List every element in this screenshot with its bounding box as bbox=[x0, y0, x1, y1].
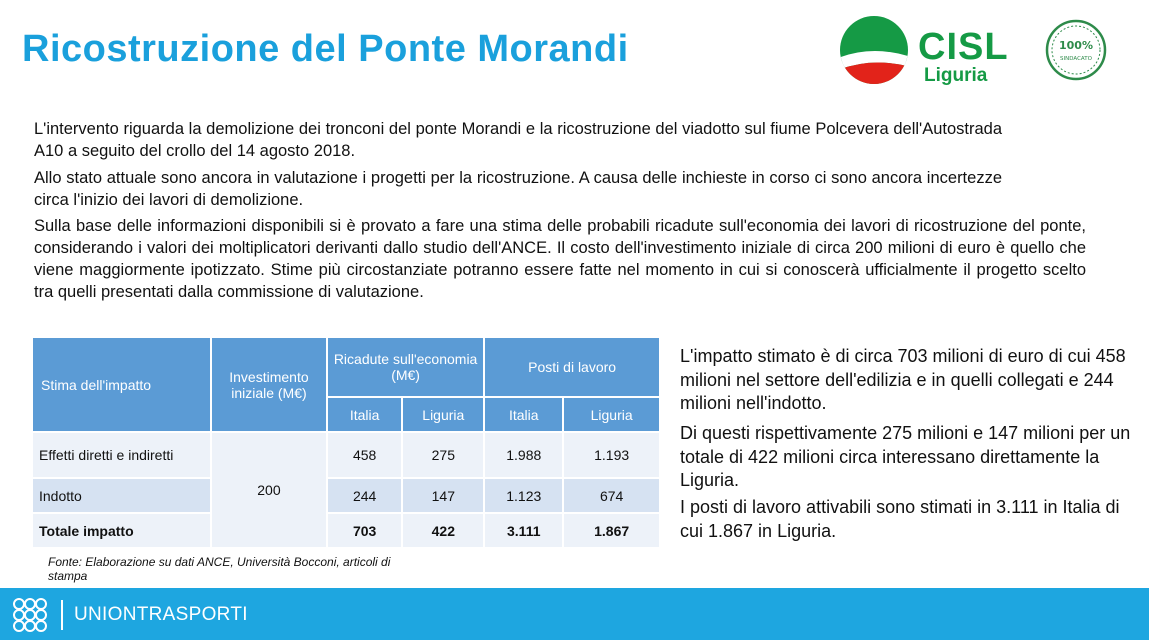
cell-ricadute-liguria: 275 bbox=[403, 433, 483, 477]
cisl-logo bbox=[838, 14, 1034, 90]
header-posti: Posti di lavoro bbox=[485, 338, 659, 396]
svg-text:SINDACATO: SINDACATO bbox=[1060, 56, 1092, 62]
cell-ricadute-italia: 703 bbox=[328, 514, 401, 547]
row-label: Effetti diretti e indiretti bbox=[33, 433, 210, 477]
svg-text:100%: 100% bbox=[1059, 39, 1093, 52]
cell-ricadute-italia: 458 bbox=[328, 433, 401, 477]
cell-ricadute-italia: 244 bbox=[328, 479, 401, 512]
cell-posti-liguria: 674 bbox=[564, 479, 659, 512]
table-row bbox=[33, 514, 659, 547]
footer-bar bbox=[0, 588, 1149, 640]
status-paragraph: Allo stato attuale sono ancora in valutazione i progetti per la ricostruzione. A causa delle inchieste in corso ci sono ancora incertezze circa l'inizio dei lavori di demolizione. bbox=[34, 169, 1002, 209]
header-posti-italia: Italia bbox=[485, 398, 562, 431]
cisl-logo-region: Liguria bbox=[924, 65, 988, 86]
cell-posti-liguria: 1.867 bbox=[564, 514, 659, 547]
cell-posti-italia: 3.111 bbox=[485, 514, 562, 547]
footer-separator bbox=[61, 600, 63, 630]
jobs-summary: I posti di lavoro attivabili sono stimati in 3.111 in Italia di cui 1.867 in Liguria. bbox=[680, 497, 1120, 541]
footer-brand: UNIONTRASPORTI bbox=[74, 604, 248, 625]
cell-ricadute-liguria: 422 bbox=[403, 514, 483, 547]
impact-summary: L'impatto stimato è di circa 703 milioni di euro di cui 458 milioni nel settore dell'edilizia e in quelli collegati e 244 milioni nell'indotto. bbox=[680, 346, 1126, 413]
source-note: Fonte: Elaborazione su dati ANCE, Università Bocconi, articoli di stampa bbox=[48, 555, 391, 583]
intro-paragraph: L'intervento riguarda la demolizione dei tronconi del ponte Morandi e la ricostruzione del viadotto sul fiume Polcevera dell'Autostrada A10 a seguito del crollo del 14 agosto 2018. bbox=[34, 120, 1002, 160]
header-ricadute: Ricadute sull'economia (M€) bbox=[328, 338, 483, 396]
header-ricadute-liguria: Liguria bbox=[403, 398, 483, 431]
page-title: Ricostruzione del Ponte Morandi bbox=[22, 28, 629, 70]
investimento-value: 200 bbox=[212, 433, 326, 547]
estimate-paragraph: Sulla base delle informazioni disponibili si è provato a fare una stima delle probabili ricadute sull'economia dei lavori di ricostruzione del ponte, considerando i valori dei moltiplicatori derivanti dallo studio dell'ANCE. Il costo dell'investimento iniziale di circa 200 milioni di euro è quello che viene maggiormente ipotizzato. Stime più circostanziate potranno essere fatte nel momento in cui si conoscerà ufficialmente il progetto scelto tra quelli presentati dalla commissione di valutazione. bbox=[34, 217, 1086, 301]
header-stima: Stima dell'impatto bbox=[33, 338, 210, 431]
liguria-summary: Di questi rispettivamente 275 milioni e 147 milioni per un totale di 422 milioni circa interessano direttamente la Liguria. bbox=[680, 423, 1131, 490]
header-ricadute-italia: Italia bbox=[328, 398, 401, 431]
table-row bbox=[33, 479, 659, 512]
uniontrasporti-logo-icon bbox=[8, 594, 52, 634]
row-label: Totale impatto bbox=[33, 514, 210, 547]
cell-posti-liguria: 1.193 bbox=[564, 433, 659, 477]
cell-ricadute-liguria: 147 bbox=[403, 479, 483, 512]
table-row bbox=[33, 433, 659, 477]
row-label: Indotto bbox=[33, 479, 210, 512]
cisl-logo-name: CISL bbox=[918, 26, 1009, 68]
sindacato-badge-icon bbox=[1044, 18, 1108, 82]
cell-posti-italia: 1.123 bbox=[485, 479, 562, 512]
cell-posti-italia: 1.988 bbox=[485, 433, 562, 477]
cisl-circle-icon bbox=[838, 14, 914, 90]
impact-table bbox=[31, 336, 661, 549]
header-investimento: Investimento iniziale (M€) bbox=[212, 338, 326, 431]
header-posti-liguria: Liguria bbox=[564, 398, 659, 431]
